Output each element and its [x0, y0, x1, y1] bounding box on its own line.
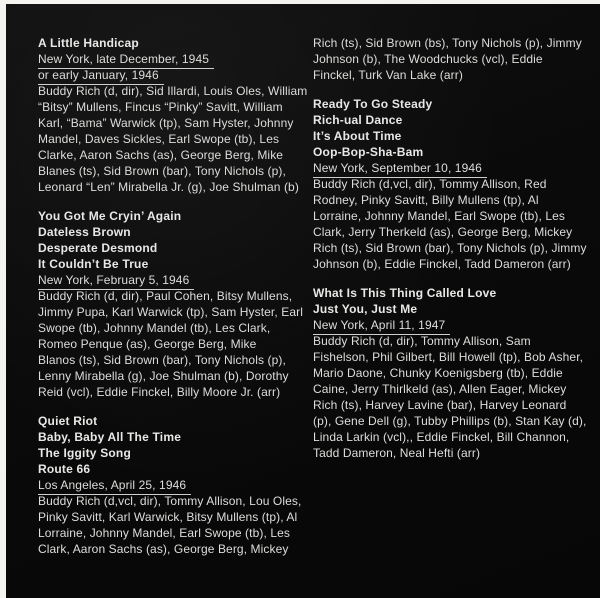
session-entry — [313, 96, 585, 272]
track-title: It Couldn’t Be True — [38, 257, 149, 271]
session-date-text: Los Angeles, April 25, 1946 — [38, 477, 191, 495]
personnel-line: “Bitsy” Mullens, Fincus “Pinky” Savitt, William — [38, 100, 283, 114]
personnel-line: Rich (ts), Harvey Lavine (bar), Harvey Leonard — [313, 398, 567, 412]
session-entry — [313, 285, 585, 461]
session-entry — [38, 35, 308, 195]
session-date — [38, 51, 300, 67]
personnel-line: Caine, Jerry Thirlkeld (as), Allen Eager, Mickey — [313, 382, 567, 396]
personnel-line: Mandel, Daves Sickles, Earl Swope (tb), Les — [38, 132, 280, 146]
personnel-line: Lorraine, Johnny Mandel, Earl Swope (tb), Les — [38, 526, 290, 540]
session-entry — [313, 35, 585, 83]
session-date — [313, 160, 585, 176]
personnel-line: Clark, Aaron Sachs (as), George Berg, Mickey — [38, 542, 289, 556]
personnel-line: Swope (tb), Johnny Mandel (tb), Les Clark, — [38, 321, 271, 335]
track-title: Ready To Go Steady — [313, 97, 433, 111]
session-date — [38, 67, 300, 83]
personnel-line: Blanos (ts), Sid Brown (bar), Tony Nichols (p), — [38, 353, 286, 367]
track-title: A Little Handicap — [38, 36, 139, 50]
personnel-line: Buddy Rich (d,vcl, dir), Tommy Allison, Lou Oles, — [38, 494, 302, 508]
session-entry — [38, 208, 303, 400]
personnel-line: Blanes (ts), Sid Brown (bar), Tony Nichols (p), — [38, 164, 286, 178]
personnel-line: Buddy Rich (d, dir), Sid Illardi, Louis Oles, William — [38, 84, 308, 98]
personnel-line: Fishelson, Phil Gilbert, Bill Howell (tp), Bob Asher, — [313, 350, 584, 364]
personnel-line: Rich (ts), Sid Brown (bar), Tony Nichols (p), Jimmy — [313, 241, 587, 255]
track-title: It’s About Time — [313, 129, 402, 143]
personnel-line: Linda Larkin (vcl),, Eddie Finckel, Bill Channon, — [313, 430, 570, 444]
track-title: Route 66 — [38, 462, 91, 476]
session-date-text: New York, April 11, 1947 — [313, 317, 450, 335]
personnel-line: Lenny Mirabella (g), Joe Shulman (b), Dorothy — [38, 369, 289, 383]
track-title: What Is This Thing Called Love — [313, 286, 497, 300]
personnel-line: Clark, Jerry Therkeld (as), George Berg, Mickey — [313, 225, 573, 239]
personnel-line: Rich (ts), Sid Brown (bs), Tony Nichols (p), Jimmy — [313, 36, 582, 50]
personnel-line: Leonard “Len” Mirabella Jr. (g), Joe Shulman (b) — [38, 180, 299, 194]
personnel-line: Jimmy Pupa, Karl Warwick (tp), Sam Hyster, Earl — [38, 305, 303, 319]
session-date-text: or early January, 1946 — [38, 67, 164, 85]
session-date — [38, 477, 300, 493]
personnel-line: Pinky Savitt, Karl Warwick, Bitsy Mullens (tp), Al — [38, 510, 298, 524]
session-date-text: New York, late December, 1945 — [38, 51, 214, 69]
track-title: Quiet Riot — [38, 414, 98, 428]
session-date-text: New York, September 10, 1946 — [313, 160, 487, 178]
track-title: You Got Me Cryin’ Again — [38, 209, 182, 223]
personnel-line: Rodney, Pinky Savitt, Billy Mullens (tp), Al — [313, 193, 539, 207]
personnel-line: Johnson (b), Eddie Finckel, Tadd Dameron (arr) — [313, 257, 571, 271]
personnel-line: Clarke, Aaron Sachs (as), George Berg, Mike — [38, 148, 284, 162]
right-column — [313, 35, 585, 474]
personnel-line: Finckel, Turk Van Lake (arr) — [313, 68, 463, 82]
personnel-line: Mario Daone, Chunky Koenigsberg (tb), Eddie — [313, 366, 563, 380]
personnel-line: Buddy Rich (d, dir), Paul Cohen, Bitsy Mullens, — [38, 289, 293, 303]
booklet-page — [6, 4, 600, 598]
track-title: Baby, Baby All The Time — [38, 430, 182, 444]
track-title: The Iggity Song — [38, 446, 131, 460]
track-title: Oop-Bop-Sha-Bam — [313, 145, 424, 159]
personnel-line: Tadd Dameron, Neal Hefti (arr) — [313, 446, 481, 460]
session-date — [313, 317, 585, 333]
personnel-line: Reid (vcl), Eddie Finckel, Billy Moore Jr. (arr) — [38, 385, 281, 399]
left-column — [38, 35, 308, 570]
personnel-line: Lorraine, Johnny Mandel, Earl Swope (tb), Les — [313, 209, 565, 223]
personnel-line: Johnson (b), The Woodchucks (vcl), Eddie — [313, 52, 543, 66]
track-title: Desperate Desmond — [38, 241, 158, 255]
session-entry — [38, 413, 300, 557]
track-title: Dateless Brown — [38, 225, 131, 239]
personnel-line: Buddy Rich (d, dir), Tommy Allison, Sam — [313, 334, 531, 348]
session-date — [38, 272, 300, 288]
track-title: Just You, Just Me — [313, 302, 418, 316]
personnel-line: Buddy Rich (d,vcl, dir), Tommy Allison, Red — [313, 177, 547, 191]
personnel-line: Romeo Penque (as), George Berg, Mike — [38, 337, 257, 351]
session-date-text: New York, February 5, 1946 — [38, 272, 194, 290]
personnel-line: Karl, “Bama” Warwick (tp), Sam Hyster, Johnny — [38, 116, 294, 130]
personnel-line: (p), Gene Dell (g), Tubby Phillips (b), Stan Kay (d), — [313, 414, 587, 428]
track-title: Rich-ual Dance — [313, 113, 403, 127]
